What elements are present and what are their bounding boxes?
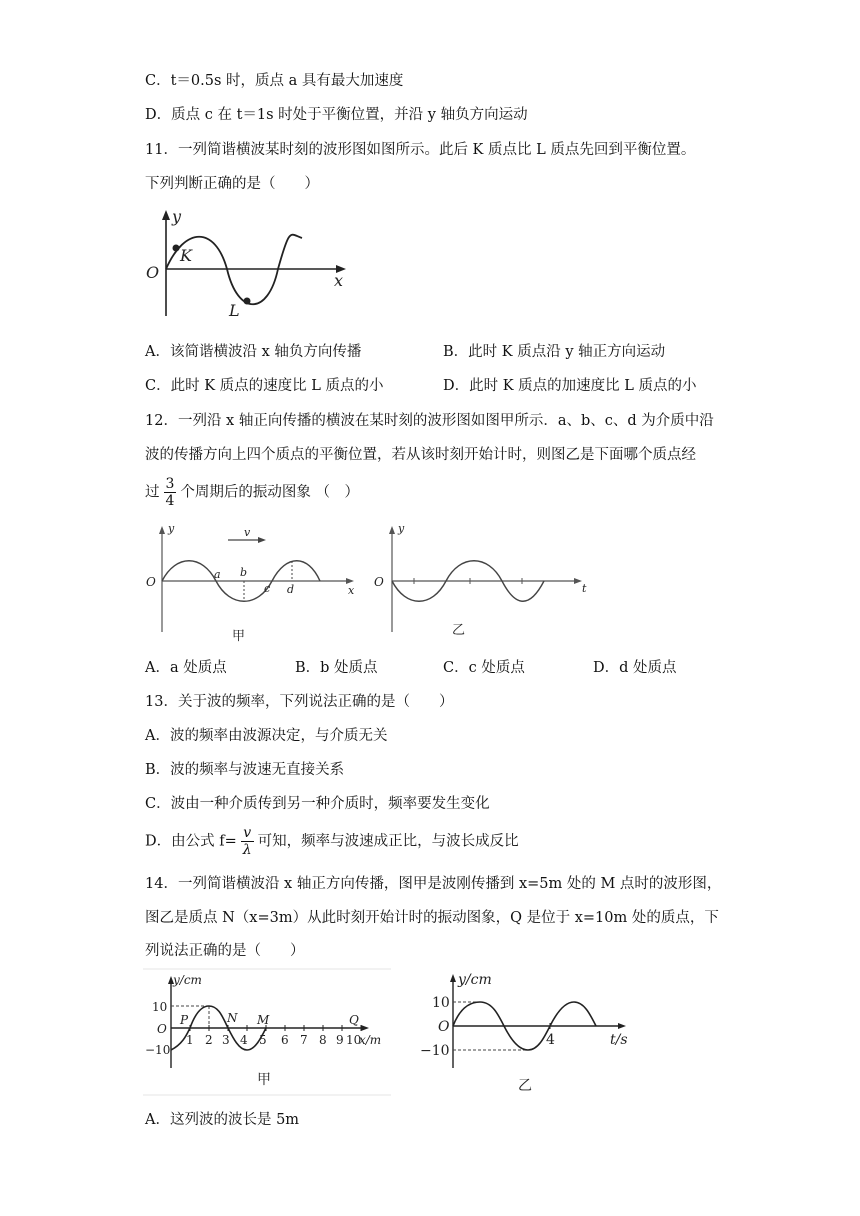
q14-figure-jia <box>143 968 391 1098</box>
q12-stem-suffix: 个周期后的振动图象 （ ） <box>180 484 360 501</box>
q10-option-c: C．t＝0.5s 时，质点 a 具有最大加速度 <box>145 73 404 89</box>
q11-option-d: D．此时 K 质点的加速度比 L 质点的小 <box>443 378 697 394</box>
q11-k-label: K <box>180 246 192 265</box>
q14-figure-yi <box>420 968 630 1098</box>
q12-option-b: B．b 处质点 <box>295 660 378 676</box>
q14-yi-caption: 乙 <box>518 1078 532 1094</box>
q12-jia-origin-label: O <box>146 575 156 589</box>
q13-option-d-suffix: 可知，频率与波速成正比，与波长成反比 <box>257 833 519 850</box>
q14-jia-origin-label: O <box>157 1022 167 1036</box>
q13-option-d <box>145 825 519 858</box>
q13-formula-fraction <box>241 825 254 858</box>
q12-yi-caption: 乙 <box>452 623 466 638</box>
q12-jia-b-label: b <box>240 566 248 579</box>
q13-option-d-prefix: D．由公式 f= <box>145 833 237 850</box>
q11-origin-label: O <box>146 263 160 282</box>
q12-jia-caption: 甲 <box>232 629 246 644</box>
q11-wave-figure <box>140 206 360 322</box>
q14-jia-tick-5: 5 <box>259 1033 267 1047</box>
q14-jia-y-label: y/cm <box>173 973 202 987</box>
q12-jia-v-label: v <box>244 526 251 539</box>
q12-yi-y-label: y <box>398 522 405 535</box>
q12-figure-yi <box>370 520 595 645</box>
q14-jia-p-label: P <box>180 1013 189 1027</box>
q14-yi-y-label: y/cm <box>458 972 492 988</box>
q14-yi-y10-label: 10 <box>432 995 450 1011</box>
q12-jia-x-label: x <box>348 584 355 597</box>
q12-figure-jia <box>140 520 365 645</box>
q14-jia-n-label: N <box>227 1011 238 1025</box>
q12-jia-a-label: a <box>214 568 221 581</box>
q14-jia-y10-label: 10 <box>152 1000 168 1014</box>
q12-option-d: D．d 处质点 <box>593 660 677 676</box>
q13-option-c: C．波由一种介质传到另一种介质时，频率要发生变化 <box>145 796 490 812</box>
q12-fraction <box>164 476 177 509</box>
q11-l-label: L <box>229 301 240 320</box>
q12-stem-line3 <box>145 476 359 509</box>
q12-fraction-denominator: 4 <box>165 493 175 509</box>
q13-formula-numerator: v <box>241 825 254 842</box>
q14-option-a: A．这列波的波长是 5m <box>145 1112 300 1128</box>
q13-formula-denominator: λ <box>242 842 252 858</box>
q14-yi-yneg10-label: −10 <box>420 1043 450 1059</box>
q14-jia-tick-10: 10 <box>346 1033 362 1047</box>
q12-fraction-numerator: 3 <box>165 476 175 492</box>
q14-jia-tick-9: 9 <box>336 1033 344 1047</box>
q11-option-b: B．此时 K 质点沿 y 轴正方向运动 <box>443 344 666 360</box>
q12-yi-origin-label: O <box>374 575 384 589</box>
q14-stem-line1: 14．一列简谐横波沿 x 轴正方向传播，图甲是波刚传播到 x=5m 处的 M 点时的波形图， <box>145 876 722 892</box>
q14-jia-tick-4: 4 <box>240 1033 248 1047</box>
q12-option-a: A．a 处质点 <box>145 660 227 676</box>
q14-jia-tick-1: 1 <box>186 1033 194 1047</box>
q12-stem-line2: 波的传播方向上四个质点的平衡位置，若从该时刻开始计时，则图乙是下面哪个质点经 <box>145 447 696 463</box>
q12-stem-prefix: 过 <box>145 484 160 501</box>
q12-option-c: C．c 处质点 <box>443 660 525 676</box>
q14-jia-tick-6: 6 <box>281 1033 289 1047</box>
q13-option-a: A．波的频率由波源决定，与介质无关 <box>145 728 388 744</box>
q14-jia-tick-7: 7 <box>300 1033 308 1047</box>
q12-stem-line1: 12．一列沿 x 轴正向传播的横波在某时刻的波形图如图甲所示．a、b、c、d 为介质中沿 <box>145 413 714 429</box>
q11-option-c: C．此时 K 质点的速度比 L 质点的小 <box>145 378 384 394</box>
q11-y-label: y <box>172 207 182 226</box>
q12-yi-t-label: t <box>582 582 587 595</box>
q14-jia-caption: 甲 <box>257 1072 271 1088</box>
q14-jia-q-label: Q <box>349 1013 359 1027</box>
q14-jia-m-label: M <box>257 1013 270 1027</box>
q12-jia-y-label: y <box>168 522 175 535</box>
q13-stem: 13．关于波的频率，下列说法正确的是（ ） <box>145 694 454 710</box>
q11-x-label: x <box>334 271 344 290</box>
q14-stem-line2: 图乙是质点 N（x=3m）从此时刻开始计时的振动图象，Q 是位于 x=10m 处的质点，下 <box>145 910 719 926</box>
q12-jia-c-label: c <box>264 582 271 595</box>
q14-jia-tick-3: 3 <box>222 1033 230 1047</box>
q11-stem-line2: 下列判断正确的是（ ） <box>145 176 319 192</box>
q14-stem-line3: 列说法正确的是（ ） <box>145 943 305 959</box>
q13-option-b: B．波的频率与波速无直接关系 <box>145 762 345 778</box>
q14-yi-origin-label: O <box>438 1019 450 1035</box>
q10-option-d: D．质点 c 在 t＝1s 时处于平衡位置，并沿 y 轴负方向运动 <box>145 107 528 123</box>
q14-yi-t4-label: 4 <box>546 1032 555 1048</box>
q11-option-a: A．该简谐横波沿 x 轴负方向传播 <box>145 344 362 360</box>
q14-jia-tick-8: 8 <box>319 1033 327 1047</box>
q14-yi-t-label: t/s <box>610 1032 628 1048</box>
q11-stem-line1: 11．一列简谐横波某时刻的波形图如图所示。此后 K 质点比 L 质点先回到平衡位置。 <box>145 142 696 158</box>
q12-jia-d-label: d <box>287 583 295 596</box>
q14-jia-x-label: x/m <box>359 1033 382 1047</box>
q14-jia-yneg10-label: −10 <box>145 1043 171 1057</box>
q14-jia-tick-2: 2 <box>205 1033 213 1047</box>
